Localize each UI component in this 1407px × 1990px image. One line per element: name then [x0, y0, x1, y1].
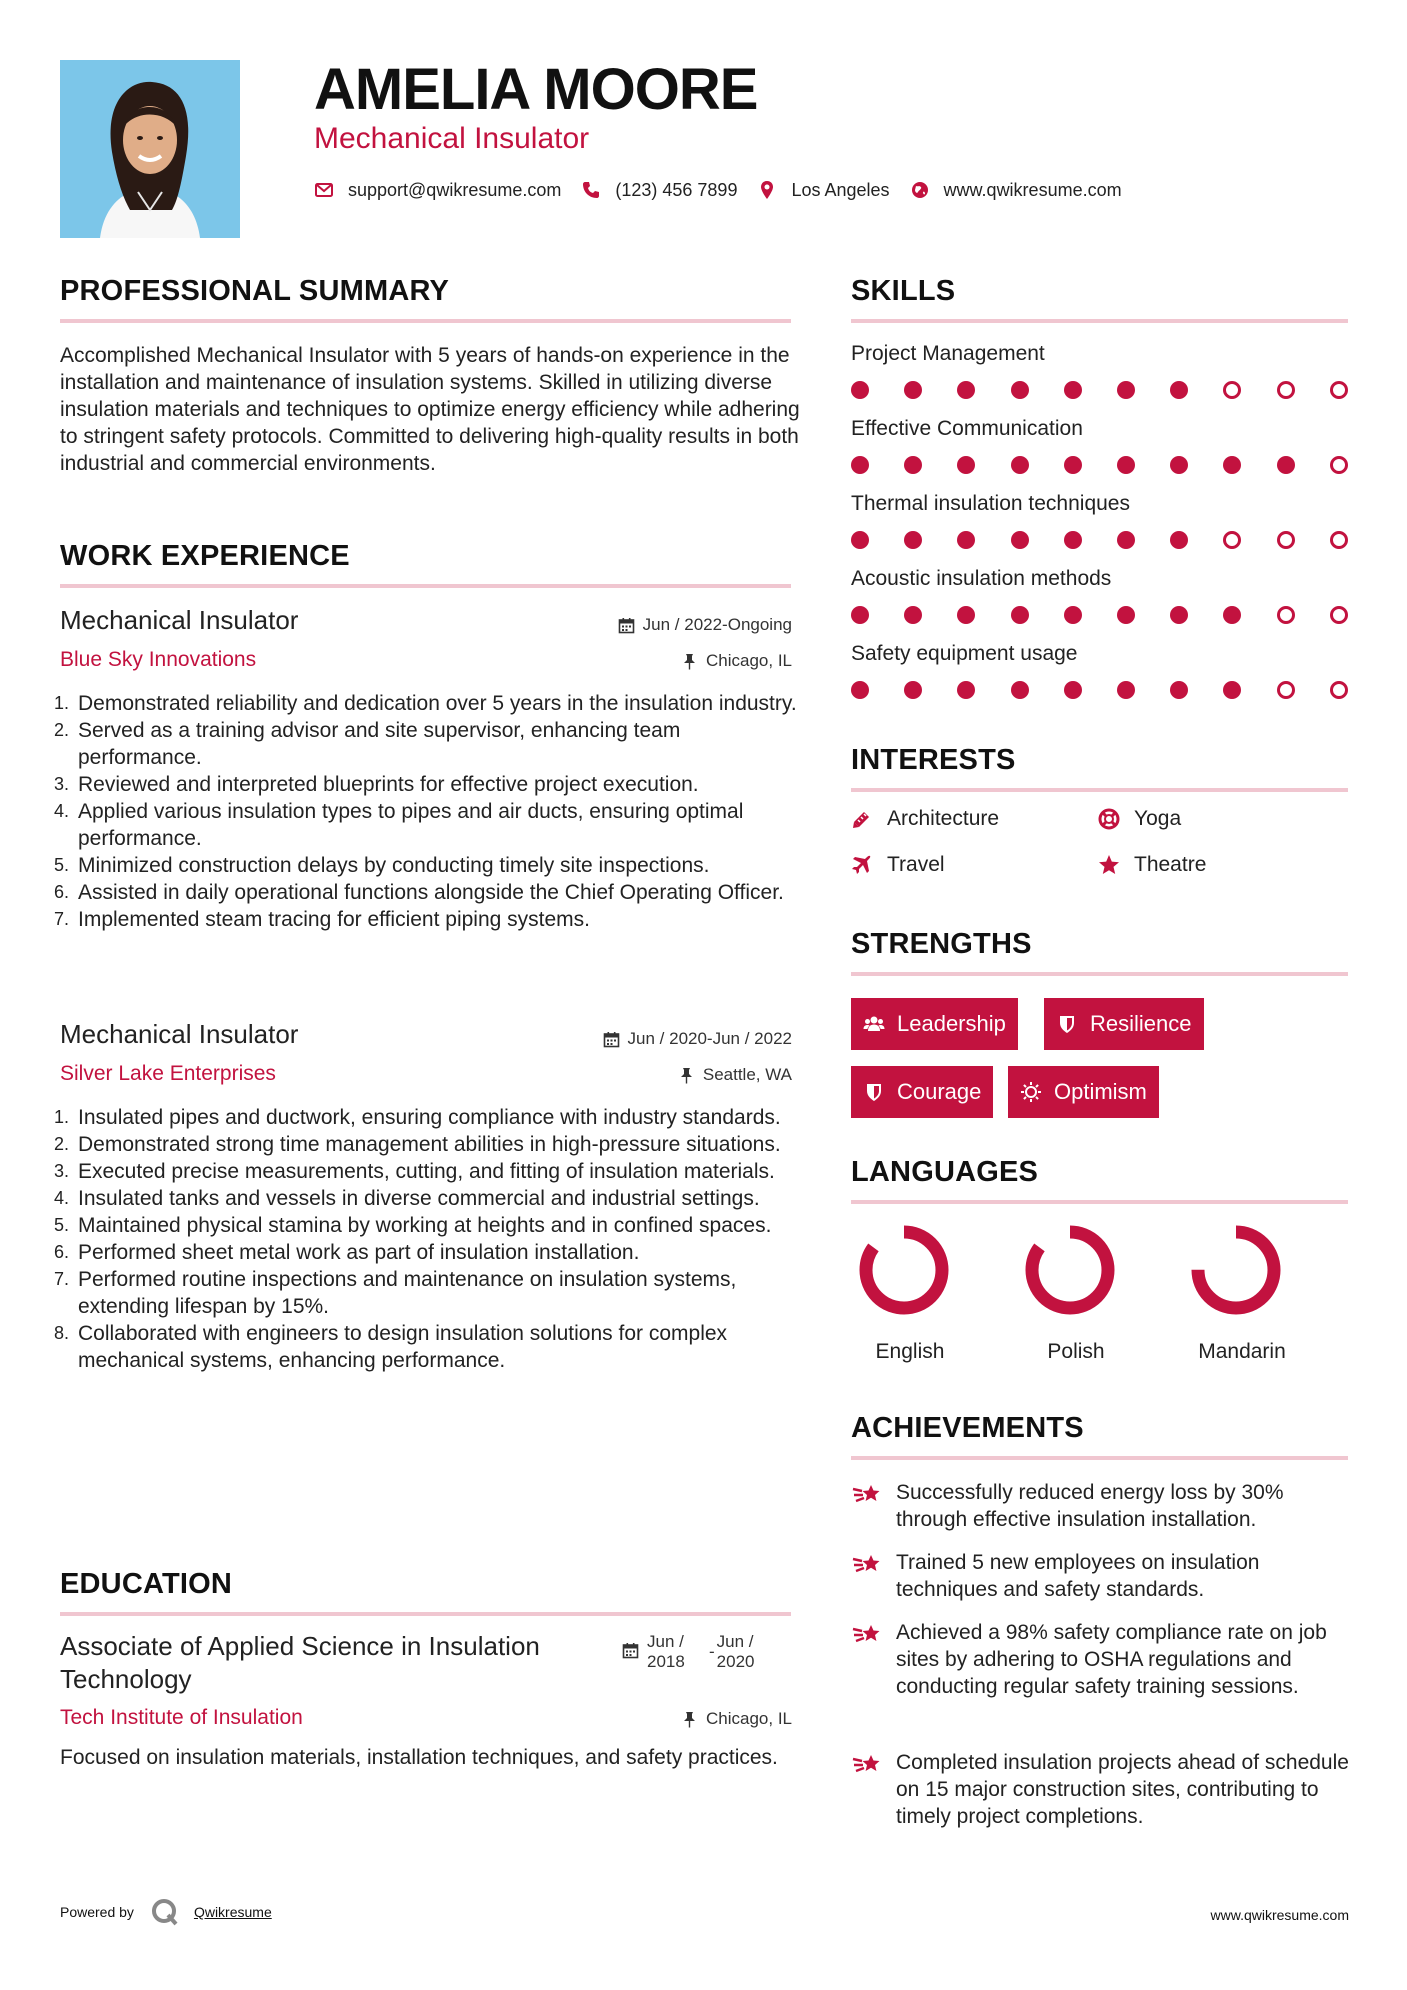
list-item: 1. Demonstrated reliability and dedication over 5 years in the insulation industry. — [54, 692, 797, 715]
languages-rule — [851, 1200, 1348, 1204]
skill-rating — [851, 681, 1348, 701]
list-item: 3. Reviewed and interpreted blueprints for effective project execution. — [54, 773, 699, 796]
list-item: 2. Demonstrated strong time management abilities in high-pressure situations. — [54, 1133, 781, 1156]
rating-dot-filled — [1064, 381, 1082, 399]
skill-rating — [851, 456, 1348, 476]
rating-dot-empty — [1223, 531, 1241, 549]
rating-dot-filled — [1170, 606, 1188, 624]
phone-icon — [581, 180, 601, 200]
job-2-location — [492, 1065, 792, 1085]
list-item: 7. Implemented steam tracing for efficient piping systems. — [54, 908, 591, 931]
qwikresume-logo-icon — [150, 1897, 180, 1927]
globe-icon — [910, 180, 930, 200]
profile-photo — [60, 60, 240, 238]
sun-icon — [1020, 1081, 1042, 1103]
strengths-rule — [851, 972, 1348, 976]
job-2-title: Mechanical Insulator — [60, 1019, 299, 1049]
strength-courage: Courage — [851, 1066, 993, 1118]
rating-dot-filled — [1117, 531, 1135, 549]
job-2-location-text: Seattle, WA — [702, 1065, 792, 1084]
rating-dot-filled — [1064, 531, 1082, 549]
rating-dot-filled — [1117, 681, 1135, 699]
rating-dot-filled — [904, 531, 922, 549]
experience-rule — [60, 584, 791, 588]
list-item: 4. Insulated tanks and vessels in diverse commercial and industrial settings. — [54, 1187, 760, 1210]
skill-rating — [851, 531, 1348, 551]
pushpin-icon — [681, 653, 698, 670]
rating-dot-filled — [851, 606, 869, 624]
strength-resilience: Resilience — [1044, 998, 1204, 1050]
job-1-title: Mechanical Insulator — [60, 605, 299, 635]
ruler-pencil-icon — [851, 808, 873, 830]
languages-heading: LANGUAGES — [851, 1156, 1039, 1188]
job-1-location-text: Chicago, IL — [706, 651, 792, 670]
rating-dot-filled — [1064, 456, 1082, 474]
rating-dot-filled — [1011, 606, 1029, 624]
rating-dot-filled — [904, 381, 922, 399]
strength-optimism: Optimism — [1008, 1066, 1159, 1118]
skills-heading: SKILLS — [851, 275, 956, 307]
job-1-dates-text: Jun / 2022-Ongoing — [642, 615, 792, 634]
language-ring-polish — [1024, 1224, 1116, 1316]
shooting-star-icon — [851, 1481, 883, 1507]
interest-architecture: Architecture — [851, 807, 999, 831]
education-date-dash: - — [709, 1642, 715, 1661]
language-ring-english — [858, 1224, 950, 1316]
list-item: 1. Insulated pipes and ductwork, ensuring compliance with industry standards. — [54, 1106, 781, 1129]
rating-dot-filled — [957, 531, 975, 549]
rating-dot-filled — [1011, 456, 1029, 474]
rating-dot-filled — [957, 456, 975, 474]
rating-dot-filled — [1223, 456, 1241, 474]
envelope-icon — [314, 180, 334, 200]
language-progress-arc — [1032, 1232, 1108, 1308]
contact-location — [757, 180, 889, 201]
rating-dot-filled — [957, 606, 975, 624]
rating-dot-filled — [1223, 606, 1241, 624]
skill-name: Safety equipment usage — [851, 642, 1078, 665]
rating-dot-filled — [851, 456, 869, 474]
achievement-item: Achieved a 98% safety compliance rate on job sites by adhering to OSHA regulations and conducting regular safety training sessions. — [851, 1619, 1351, 1700]
education-school: Tech Institute of Insulation — [60, 1706, 303, 1729]
rating-dot-empty — [1330, 531, 1348, 549]
qwikresume-link[interactable]: Qwikresume — [193, 1904, 272, 1920]
airplane-icon — [851, 854, 873, 876]
rating-dot-filled — [1117, 606, 1135, 624]
strengths-heading: STRENGTHS — [851, 928, 1032, 960]
star-icon — [1098, 854, 1120, 876]
candidate-name: AMELIA MOORE — [314, 57, 758, 122]
achievement-item: Trained 5 new employees on insulation techniques and safety standards. — [851, 1549, 1351, 1603]
list-item: 4. Applied various insulation types to pipes and air ducts, ensuring optimal performance. — [54, 800, 744, 850]
rating-dot-filled — [1117, 456, 1135, 474]
language-progress-arc — [1198, 1232, 1274, 1308]
rating-dot-filled — [1064, 606, 1082, 624]
rating-dot-filled — [904, 681, 922, 699]
education-heading: EDUCATION — [60, 1568, 233, 1600]
interest-travel: Travel — [851, 853, 945, 877]
contact-website[interactable] — [910, 180, 1122, 201]
calendar-icon — [622, 1642, 639, 1659]
footer-website[interactable]: www.qwikresume.com — [1210, 1907, 1349, 1923]
job-2-dates-text: Jun / 2020-Jun / 2022 — [627, 1029, 792, 1048]
job-1-dates — [492, 615, 792, 635]
rating-dot-filled — [1170, 681, 1188, 699]
achievements-rule — [851, 1456, 1348, 1460]
list-item: 6. Assisted in daily operational functions alongside the Chief Operating Officer. — [54, 881, 784, 904]
language-name: Mandarin — [1198, 1340, 1286, 1363]
summary-text: Accomplished Mechanical Insulator with 5 years of hands-on experience in the installation and maintenance of insulation systems. Skilled in utilizing diverse insulation materials and techniques to optimize energy efficiency while adhering to stringent safety protocols. Committed to delivering high-quality results in both industrial and commercial environments. — [60, 344, 800, 475]
rating-dot-filled — [1064, 681, 1082, 699]
lifebuoy-icon — [1098, 808, 1120, 830]
phone-text: (123) 456 7899 — [615, 179, 738, 200]
rating-dot-filled — [1170, 381, 1188, 399]
shooting-star-icon — [851, 1751, 883, 1777]
shield-icon — [863, 1081, 885, 1103]
list-item: 8. Collaborated with engineers to design insulation solutions for complex mechanical systems, enhancing performance. — [54, 1322, 728, 1372]
list-item: 2. Served as a training advisor and site supervisor, enhancing team performance. — [54, 719, 681, 769]
language-name: English — [875, 1340, 945, 1363]
rating-dot-empty — [1277, 381, 1295, 399]
candidate-title: Mechanical Insulator — [314, 122, 590, 155]
rating-dot-filled — [851, 381, 869, 399]
pushpin-icon — [678, 1067, 695, 1084]
list-item: 7. Performed routine inspections and maintenance on insulation systems, extending lifespan by 15%. — [54, 1268, 737, 1318]
footer-powered-by — [60, 1897, 272, 1927]
skill-name: Thermal insulation techniques — [851, 492, 1130, 515]
interest-theatre: Theatre — [1098, 853, 1206, 877]
job-1-location — [492, 651, 792, 671]
rating-dot-filled — [1223, 681, 1241, 699]
rating-dot-filled — [1011, 381, 1029, 399]
job-2-bullets — [54, 1104, 800, 1374]
rating-dot-empty — [1277, 681, 1295, 699]
list-item: 3. Executed precise measurements, cutting, and fitting of insulation materials. — [54, 1160, 775, 1183]
rating-dot-filled — [851, 531, 869, 549]
skill-rating — [851, 606, 1348, 626]
rating-dot-empty — [1223, 381, 1241, 399]
users-icon — [863, 1013, 885, 1035]
rating-dot-filled — [1011, 531, 1029, 549]
rating-dot-empty — [1330, 456, 1348, 474]
job-2-dates — [492, 1029, 792, 1049]
rating-dot-empty — [1330, 381, 1348, 399]
rating-dot-filled — [904, 606, 922, 624]
website-text: www.qwikresume.com — [943, 179, 1122, 200]
rating-dot-filled — [957, 381, 975, 399]
interests-heading: INTERESTS — [851, 744, 1016, 776]
education-start: Jun / 2018 — [647, 1632, 685, 1671]
job-1-company: Blue Sky Innovations — [60, 648, 257, 671]
contact-email[interactable] — [314, 180, 561, 201]
rating-dot-filled — [1117, 381, 1135, 399]
rating-dot-empty — [1330, 681, 1348, 699]
email-text: support@qwikresume.com — [348, 179, 562, 200]
interests-rule — [851, 788, 1348, 792]
education-degree: Associate of Applied Science in Insulation Technology — [60, 1631, 540, 1694]
skills-rule — [851, 319, 1348, 323]
achievement-item: Successfully reduced energy loss by 30% through effective insulation installation. — [851, 1479, 1351, 1533]
education-description: Focused on insulation materials, installation techniques, and safety practices. — [60, 1746, 778, 1769]
contact-phone[interactable] — [581, 180, 737, 201]
summary-heading: PROFESSIONAL SUMMARY — [60, 275, 450, 307]
education-location-text: Chicago, IL — [706, 1709, 792, 1728]
language-ring-mandarin — [1190, 1224, 1282, 1316]
list-item: 5. Minimized construction delays by conducting timely site inspections. — [54, 854, 710, 877]
location-text: Los Angeles — [791, 179, 890, 200]
education-location — [492, 1709, 792, 1729]
skill-name: Acoustic insulation methods — [851, 567, 1112, 590]
language-progress-arc — [866, 1232, 942, 1308]
rating-dot-empty — [1277, 606, 1295, 624]
rating-dot-filled — [957, 681, 975, 699]
calendar-icon — [618, 617, 635, 634]
list-item: 6. Performed sheet metal work as part of insulation installation. — [54, 1241, 640, 1264]
rating-dot-filled — [851, 681, 869, 699]
skill-rating — [851, 381, 1348, 401]
shooting-star-icon — [851, 1551, 883, 1577]
skill-name: Effective Communication — [851, 417, 1083, 440]
rating-dot-filled — [1011, 681, 1029, 699]
education-rule — [60, 1612, 791, 1616]
pushpin-icon — [681, 1711, 698, 1728]
contact-bar — [314, 178, 1142, 202]
job-1-bullets — [54, 690, 800, 933]
education-dates — [622, 1632, 792, 1672]
language-name: Polish — [1047, 1340, 1105, 1363]
rating-dot-empty — [1277, 531, 1295, 549]
rating-dot-filled — [1277, 456, 1295, 474]
job-2-company: Silver Lake Enterprises — [60, 1062, 276, 1085]
rating-dot-filled — [1170, 531, 1188, 549]
experience-heading: WORK EXPERIENCE — [60, 540, 350, 572]
list-item: 5. Maintained physical stamina by working at heights and in confined spaces. — [54, 1214, 772, 1237]
shooting-star-icon — [851, 1621, 883, 1647]
shield-icon — [1056, 1013, 1078, 1035]
rating-dot-filled — [904, 456, 922, 474]
calendar-icon — [603, 1031, 620, 1048]
strength-leadership: Leadership — [851, 998, 1018, 1050]
powered-by-label: Powered by — [60, 1904, 134, 1920]
portrait-illustration — [60, 60, 240, 238]
summary-rule — [60, 319, 791, 323]
achievement-item: Completed insulation projects ahead of schedule on 15 major construction sites, contributing to timely project completions. — [851, 1749, 1351, 1830]
skill-name: Project Management — [851, 342, 1045, 365]
education-end: Jun / 2020 — [716, 1632, 755, 1671]
interest-yoga: Yoga — [1098, 807, 1181, 831]
map-pin-icon — [757, 180, 777, 200]
achievements-heading: ACHIEVEMENTS — [851, 1412, 1084, 1444]
rating-dot-empty — [1330, 606, 1348, 624]
rating-dot-filled — [1170, 456, 1188, 474]
